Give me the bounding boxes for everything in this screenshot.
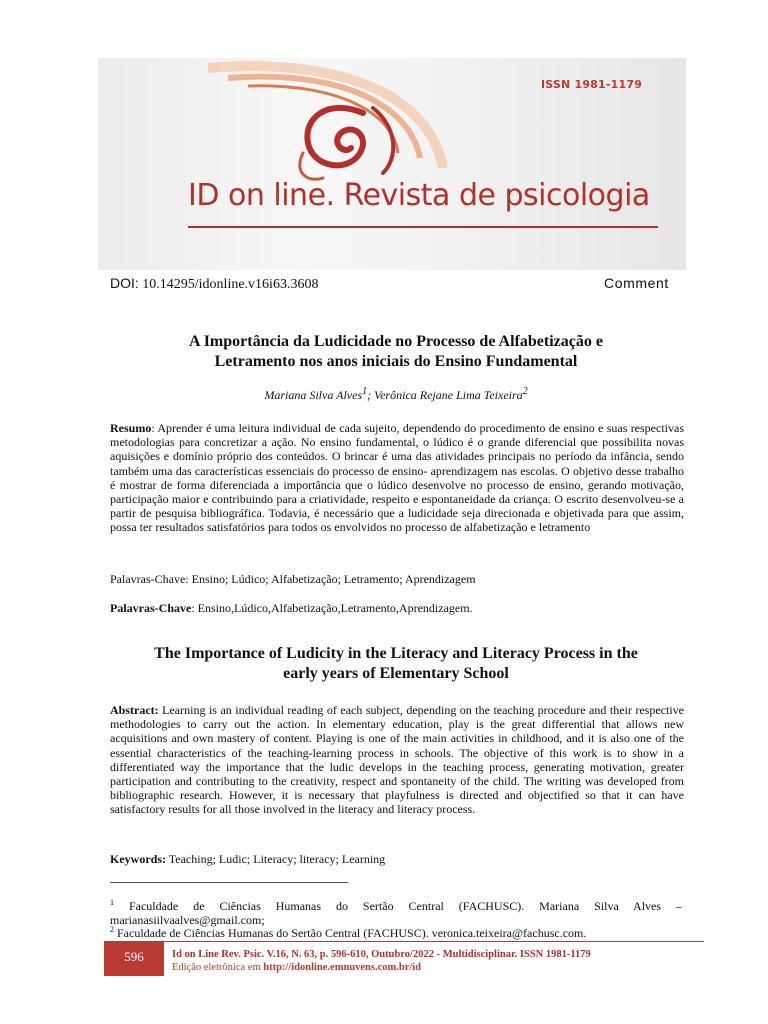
footer-edition-prefix: Edição eletrônica em bbox=[172, 962, 264, 973]
footnote-1-num: 1 bbox=[110, 898, 114, 907]
abstract-paragraph bbox=[110, 703, 684, 817]
article-title-en bbox=[110, 644, 682, 684]
authors bbox=[110, 386, 682, 403]
doi-value[interactable]: 10.14295/idonline.v16i63.3608 bbox=[142, 277, 319, 292]
resumo-keywords: Palavras-Chave: Ensino; Lúdico; Alfabetização; Letramento; Aprendizagem bbox=[110, 572, 476, 586]
footer-divider bbox=[104, 941, 704, 942]
footer-citation: Id on Line Rev. Psic. V.16, N. 63, p. 596-610, Outubro/2022 - Multidisciplinar. ISSN 1981-1179 bbox=[172, 949, 591, 960]
footer-edition-link[interactable]: http://idonline.emnuvens.com.br/id bbox=[263, 962, 422, 973]
keywords-line bbox=[110, 852, 684, 866]
article-title-pt bbox=[110, 332, 682, 372]
footer-edition bbox=[172, 962, 421, 973]
title-underline bbox=[188, 226, 658, 228]
footnote-2 bbox=[110, 923, 682, 941]
page-number: 596 bbox=[104, 942, 164, 976]
title-pt-line1: A Importância da Ludicidade no Processo de Alfabetização e bbox=[189, 333, 603, 350]
author-1-affil: 1 bbox=[362, 386, 368, 397]
footnote-1-text: Faculdade de Ciências Humanas do Sertão Central (FACHUSC). Mariana Silva Alves – marianasiilvaalves@gmail.com; bbox=[110, 899, 682, 927]
resumo-label: Resumo bbox=[110, 421, 152, 435]
title-en-line1: The Importance of Ludicity in the Literacy and Literacy Process in the bbox=[154, 645, 638, 662]
footnote-2-num: 2 bbox=[110, 925, 114, 934]
abstract-label: Abstract: bbox=[110, 703, 159, 717]
keywords-label: Keywords: bbox=[110, 852, 166, 866]
resumo-text: : Aprender é uma leitura individual de cada sujeito, dependendo do procedimento de ensino e suas respectivas metodologias para concretizar a ação. No ensino fundamental, o lúdico é o grande diferencial que possibilita novas aquisições e domínio próprio dos conteúdos. O brincar é uma das atividades principais no período da infância, sendo também uma das características essenciais do processo de ensino- aprendizagem nas escolas. O objetivo desse trabalho é mostrar de forma diferenciada a importância que o lúdico desenvolve no processo de ensino, gerando motivação, participação maior e contribuindo para a criatividade, respeito e espontaneidade da criança. O escrito desenvolveu-se a partir de pesquisa bibliográfica. Todavia, é necessário que a ludicidade seja direcionada e objetivada para que assim, possa ter resultados satisfatórios para todos os envolvidos no processo de alfabetização e letramento bbox=[110, 421, 684, 535]
palavras-chave-label: Palavras-Chave bbox=[110, 601, 192, 615]
author-separator: ; bbox=[367, 388, 375, 402]
doi-label: DOI: bbox=[110, 275, 139, 291]
issn-label: ISSN 1981-1179 bbox=[541, 78, 643, 91]
author-2-affil: 2 bbox=[522, 386, 528, 397]
palavras-chave-text: : Ensino,Lúdico,Alfabetização,Letramento,Aprendizagem. bbox=[191, 601, 473, 615]
doi-line bbox=[110, 275, 318, 293]
author-2: Verônica Rejane Lima Teixeira bbox=[374, 388, 523, 402]
resumo-paragraph bbox=[110, 421, 684, 535]
footnote-divider bbox=[110, 882, 348, 883]
title-pt-line2: Letramento nos anos iniciais do Ensino Fundamental bbox=[214, 353, 578, 370]
author-1: Mariana Silva Alves bbox=[264, 388, 363, 402]
journal-title: ID on line. Revista de psicologia bbox=[188, 178, 650, 213]
palavras-chave bbox=[110, 601, 684, 615]
section-label: Comment bbox=[604, 275, 669, 291]
title-en-line2: early years of Elementary School bbox=[283, 665, 509, 682]
keywords-text: Teaching; Ludic; Literacy; literacy; Learning bbox=[166, 852, 386, 866]
footnote-2-text: Faculdade de Ciências Humanas do Sertão Central (FACHUSC). veronica.teixeira@fachusc.com. bbox=[114, 926, 587, 940]
journal-banner bbox=[98, 58, 686, 270]
abstract-text: Learning is an individual reading of each subject, depending on the teaching procedure and their respective methodologies to carry out the action. In elementary education, play is the great differential that allows new acquisitions and own mastery of content. Playing is one of the main activities in childhood, and it is also one of the essential characteristics of the teaching-learning process in schools. The objective of this work is to show in a differentiated way the importance that the ludic develops in the teaching process, generating motivation, greater participation and contributing to the creativity, respect and spontaneity of the child. The writing was developed from bibliographic research. However, it is necessary that playfulness is directed and objectified so that it can have satisfactory results for all those involved in the literacy and literacy process. bbox=[110, 703, 684, 817]
